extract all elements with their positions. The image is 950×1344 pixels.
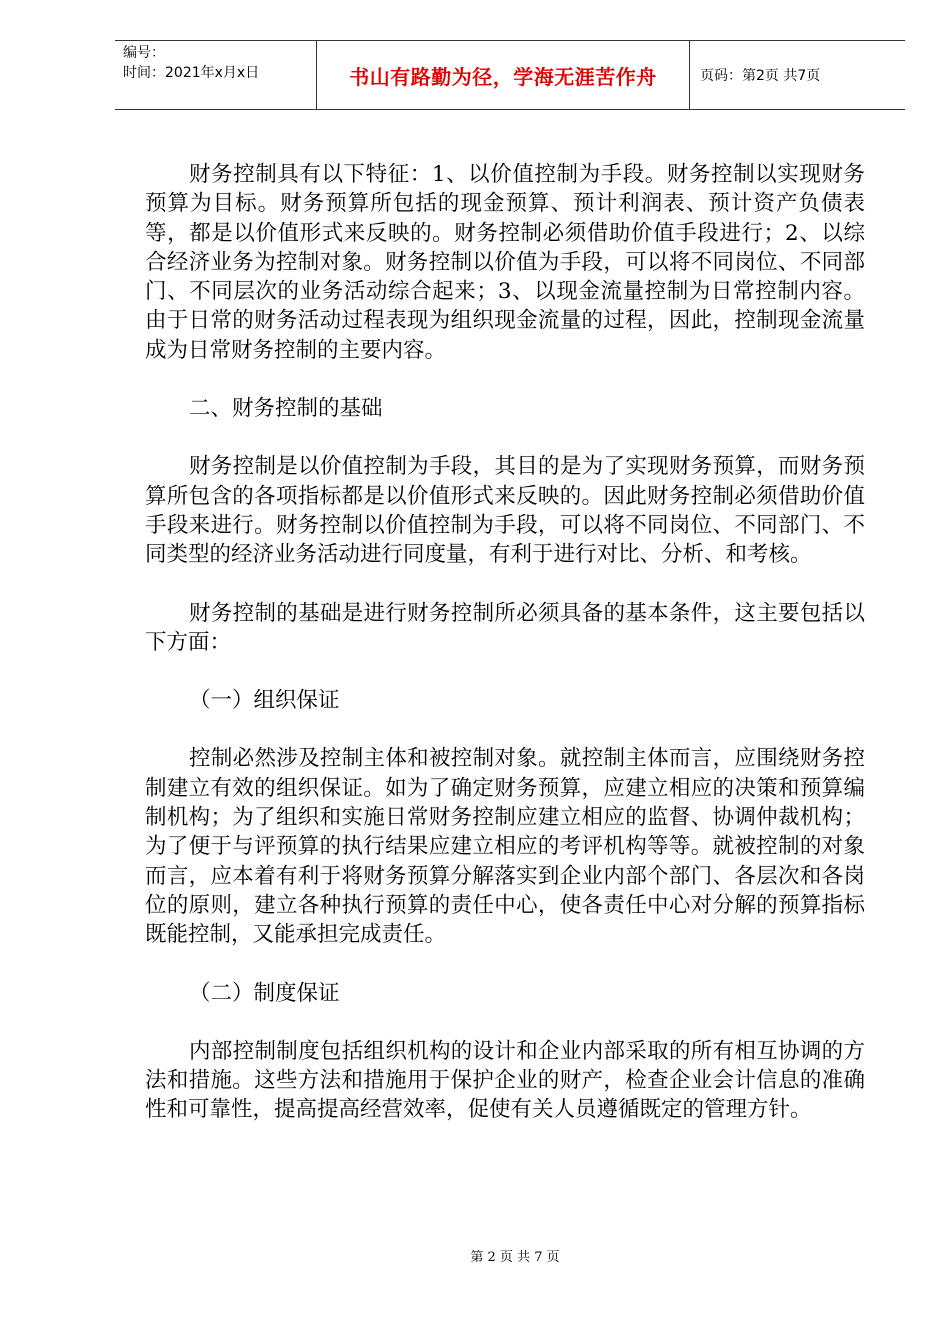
header-meta	[115, 41, 316, 109]
paragraph-basis-conditions: 财务控制的基础是进行财务控制所必须具备的基本条件，这主要包括以下方面：	[145, 600, 865, 655]
header-motto: 书山有路勤为径，学海无涯苦作舟	[316, 41, 690, 109]
paragraph-basis-intro: 财务控制是以价值控制为手段，其目的是为了实现财务预算，而财务预算所包含的各项指标都是以价值形式来反映的。因此财务控制必须借助价值手段来进行。财务控制以价值控制为手段，可以将不同岗位、不同部门、不同类型的经济业务活动进行同度量，有利于进行对比、分析、和考核。	[145, 454, 865, 568]
page-header	[115, 40, 905, 110]
paragraph-features: 财务控制具有以下特征：1、以价值控制为手段。财务控制以实现财务预算为目标。财务预算所包括的现金预算、预计利润表、预计资产负债表等，都是以价值形式来反映的。财务控制必须借助价值手段进行；2、以综合经济业务为控制对象。财务控制以价值为手段，可以将不同岗位、不同部门、不同层次的业务活动综合起来；3、以现金流量控制为日常控制内容。由于日常的财务活动过程表现为组织现金流量的过程，因此，控制现金流量成为日常财务控制的主要内容。	[145, 162, 865, 363]
paragraph-system: 内部控制制度包括组织机构的设计和企业内部采取的所有相互协调的方法和措施。这些方法和措施用于保护企业的财产，检查企业会计信息的准确性和可靠性，提高提高经营效率，促使有关人员遵循既定的管理方针。	[145, 1038, 865, 1123]
paragraph-organization: 控制必然涉及控制主体和被控制对象。就控制主体而言，应围绕财务控制建立有效的组织保证。如为了确定财务预算，应建立相应的决策和预算编制机构；为了组织和实施日常财务控制应建立相应的监督、协调仲裁机构；为了便于与评预算的执行结果应建立相应的考评机构等等。就被控制的对象而言，应本着有利于将财务预算分解落实到企业内部个部门、各层次和各岗位的原则，建立各种执行预算的责任中心，使各责任中心对分解的预算指标既能控制，又能承担完成责任。	[145, 746, 865, 948]
section-heading-basis: 二、财务控制的基础	[189, 396, 383, 422]
document-time-label: 时间：2021年x月x日	[123, 65, 260, 81]
subheading-system: （二）制度保证	[189, 980, 340, 1006]
page-footer: 第 2 页 共 7 页	[470, 1250, 560, 1265]
document-number-label: 编号：	[123, 45, 165, 61]
document-body	[145, 160, 865, 1125]
header-page-info: 页码：第2页 共7页	[700, 68, 821, 84]
subheading-organization: （一）组织保证	[189, 688, 340, 714]
